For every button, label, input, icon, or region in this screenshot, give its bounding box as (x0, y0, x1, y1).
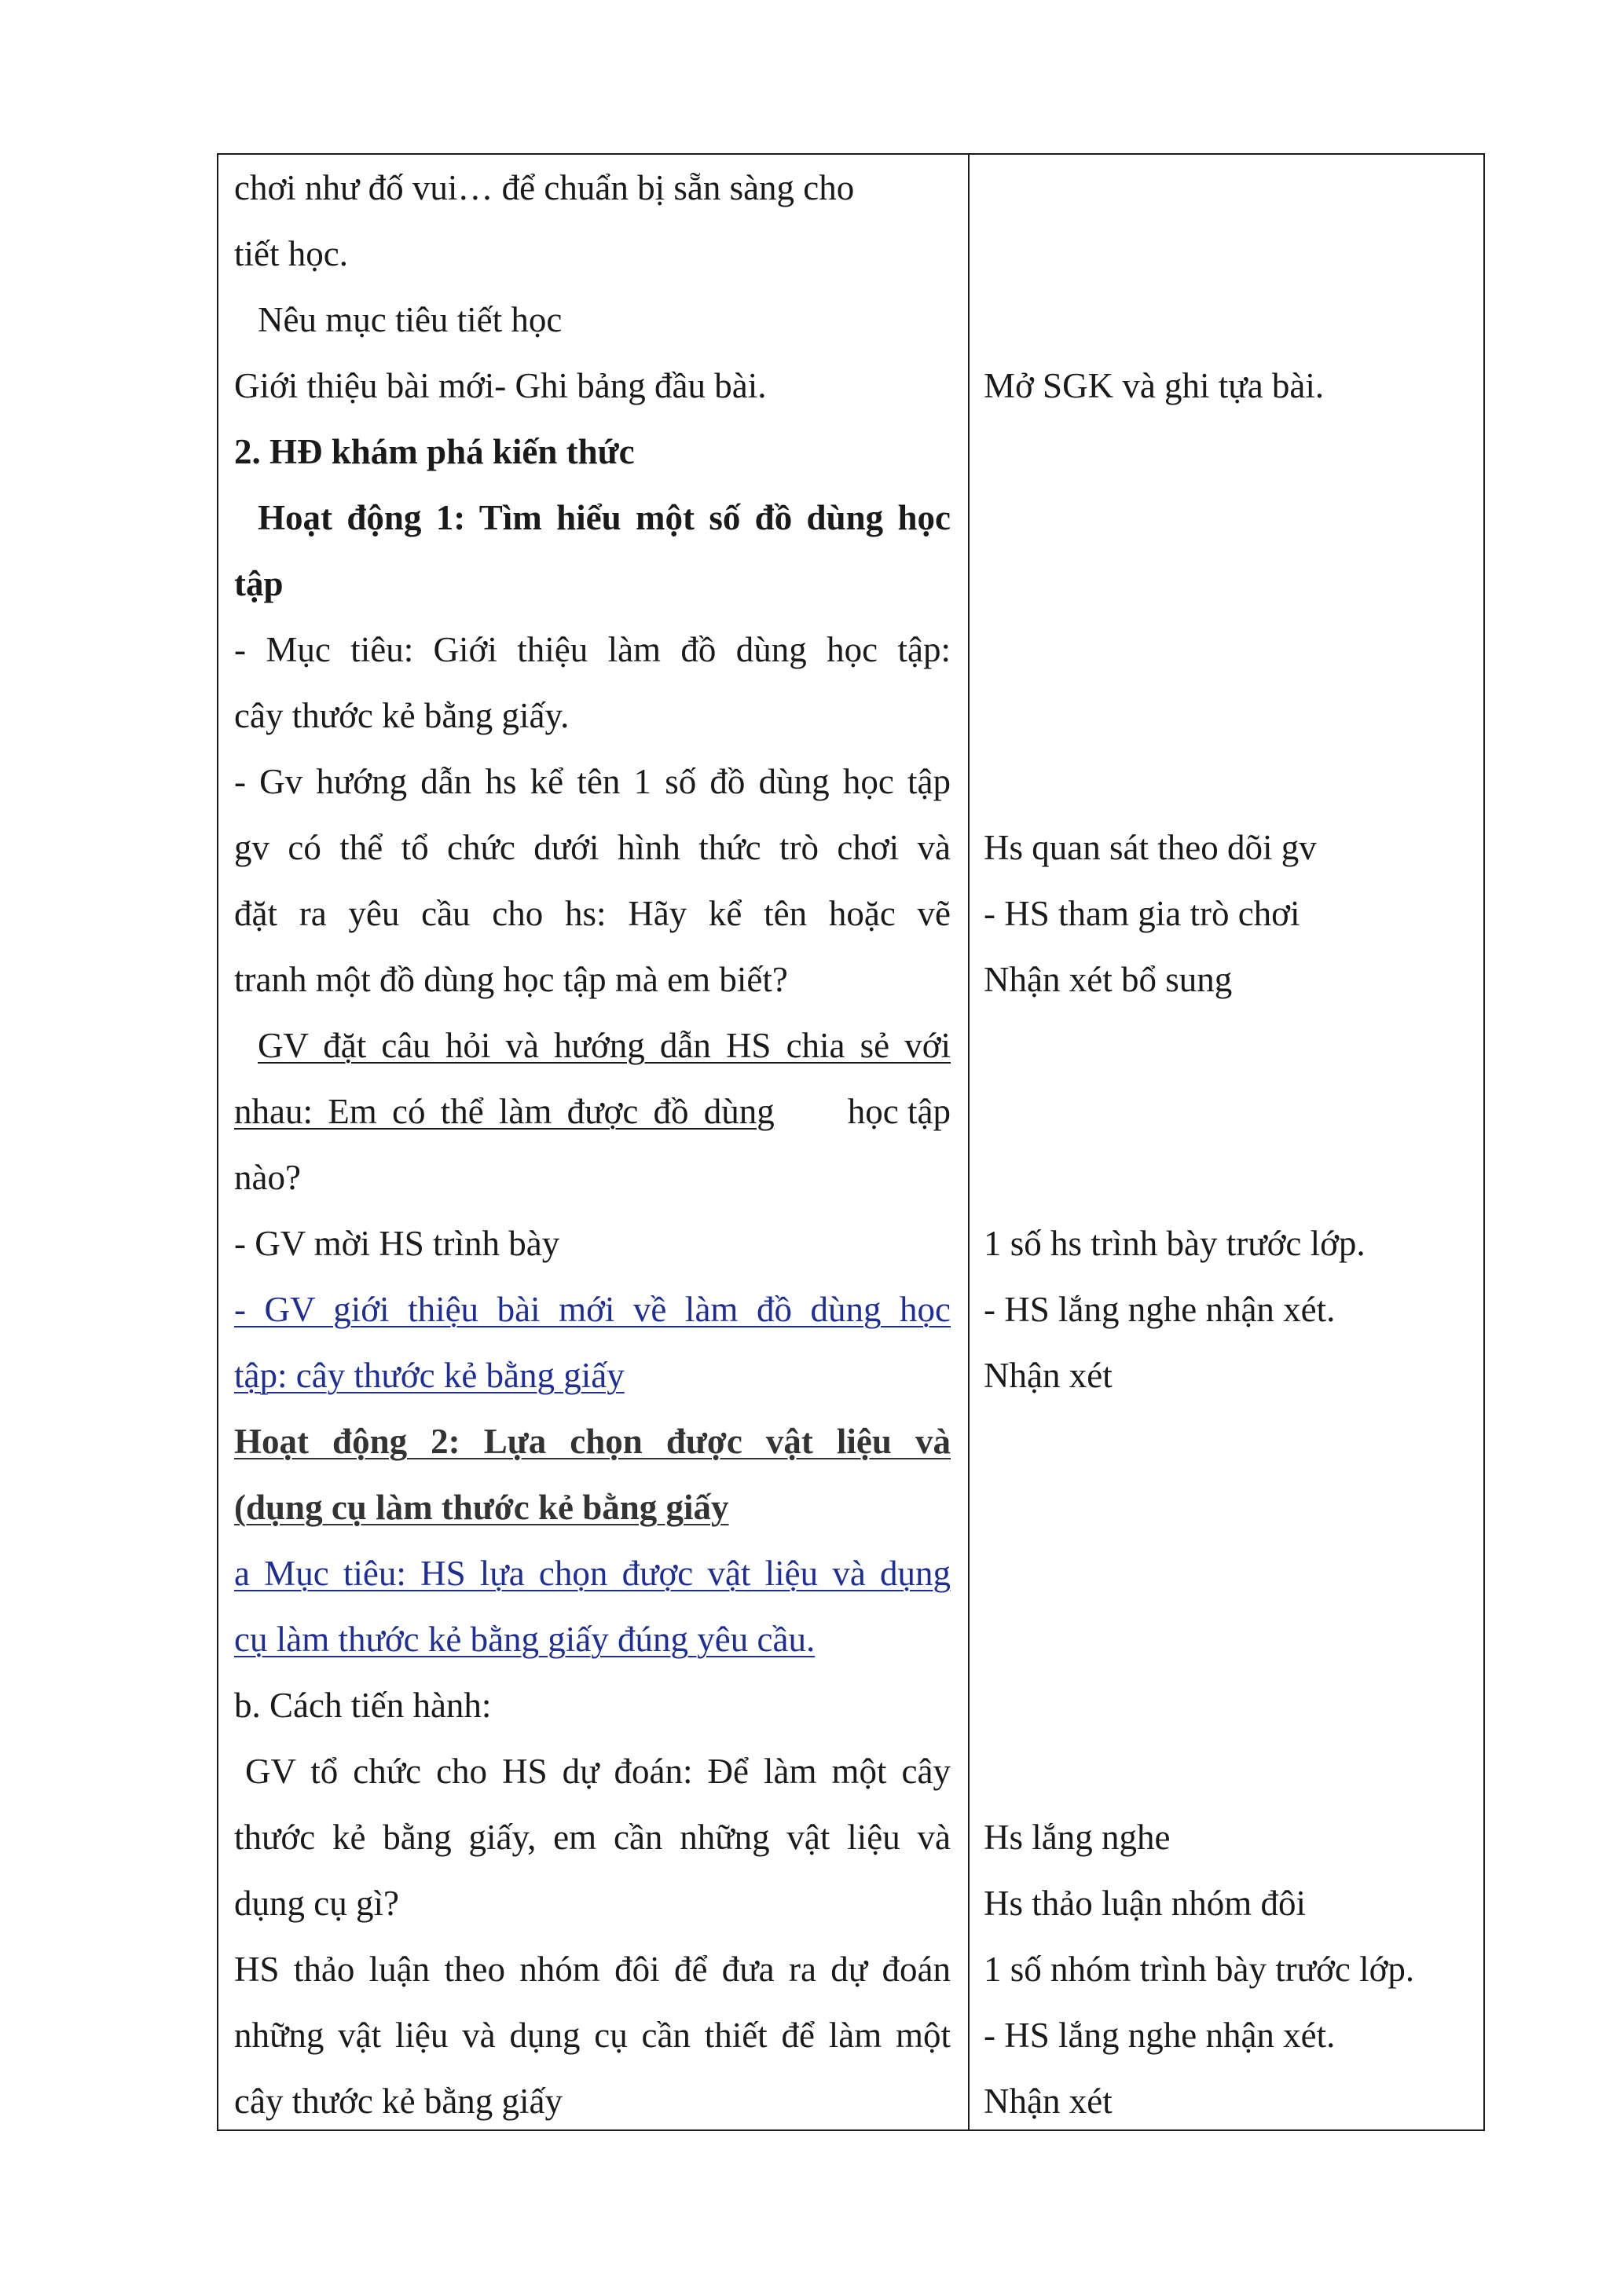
teacher-text-line: cây thước kẻ bằng giấy. (234, 696, 570, 735)
teacher-text-line: - GV mời HS trình bày (234, 1224, 560, 1263)
student-text-line: Hs thảo luận nhóm đôi (984, 1884, 1306, 1923)
teacher-text-line: cây thước kẻ bằng giấy (234, 2082, 563, 2121)
student-text-line: Nhận xét (984, 2082, 1113, 2121)
teacher-text-line: những vật liệu và dụng cụ cần thiết để làm một (234, 2016, 951, 2055)
text-segment: học tập (847, 1092, 951, 1131)
activity-heading: Hoạt động 1: Tìm hiểu một số đồ dùng học (258, 498, 951, 537)
teacher-text-line: Giới thiệu bài mới- Ghi bảng đầu bài. (234, 366, 767, 405)
teacher-text-line: nào? (234, 1158, 301, 1197)
link-text-line[interactable]: tập: cây thước kẻ bằng giấy (234, 1356, 625, 1395)
link-text-line[interactable]: - GV giới thiệu bài mới về làm đồ dùng học (234, 1290, 951, 1329)
student-text-line: 1 số nhóm trình bày trước lớp. (984, 1950, 1415, 1989)
student-text-line: - HS lắng nghe nhận xét. (984, 1290, 1336, 1329)
student-text-line: Nhận xét bổ sung (984, 960, 1233, 999)
link-text-line[interactable]: a Mục tiêu: HS lựa chọn được vật liệu và dụng (234, 1554, 951, 1593)
teacher-text-line: tranh một đồ dùng học tập mà em biết? (234, 960, 788, 999)
teacher-text-line: dụng cụ gì? (234, 1884, 399, 1923)
teacher-text-line: tiết học. (234, 234, 348, 273)
column-divider (968, 155, 970, 2129)
teacher-text-line: GV tổ chức cho HS dự đoán: Để làm một cây (245, 1752, 951, 1791)
student-text-line: Hs lắng nghe (984, 1818, 1171, 1857)
section-heading: 2. HĐ khám phá kiến thức (234, 432, 635, 471)
teacher-text-line: thước kẻ bằng giấy, em cần những vật liệu và (234, 1818, 951, 1857)
underlined-text-segment: nhau: Em có thể làm được đồ dùng (234, 1092, 775, 1131)
lesson-table (217, 153, 1485, 2131)
teacher-text-line: - Mục tiêu: Giới thiệu làm đồ dùng học tập: (234, 630, 951, 669)
teacher-text-line: HS thảo luận theo nhóm đôi để đưa ra dự đoán (234, 1950, 951, 1989)
teacher-text-line (234, 1078, 951, 1144)
teacher-text-line: - Gv hướng dẫn hs kể tên 1 số đồ dùng học tập (234, 762, 951, 801)
activity-heading: Hoạt động 2: Lựa chọn được vật liệu và (234, 1422, 951, 1461)
teacher-text-line: gv có thể tổ chức dưới hình thức trò chơi và (234, 828, 951, 867)
student-text-line: 1 số hs trình bày trước lớp. (984, 1224, 1366, 1263)
student-text-line: Nhận xét (984, 1356, 1113, 1395)
student-text-line: Mở SGK và ghi tựa bài. (984, 366, 1325, 405)
teacher-text-line: b. Cách tiến hành: (234, 1686, 492, 1725)
teacher-text-line: đặt ra yêu cầu cho hs: Hãy kể tên hoặc vẽ (234, 894, 951, 933)
student-text-line: - HS tham gia trò chơi (984, 894, 1300, 933)
activity-heading: (dụng cụ làm thước kẻ bằng giấy (234, 1488, 729, 1527)
link-text-line[interactable]: cụ làm thước kẻ bằng giấy đúng yêu cầu. (234, 1620, 816, 1659)
teacher-text-line: chơi như đố vui… để chuẩn bị sẵn sàng cho (234, 168, 855, 207)
underlined-text-line: GV đặt câu hỏi và hướng dẫn HS chia sẻ với (258, 1026, 951, 1065)
teacher-text-line: Nêu mục tiêu tiết học (258, 300, 563, 339)
student-text-line: Hs quan sát theo dõi gv (984, 828, 1317, 867)
activity-heading: tập (234, 564, 284, 603)
student-text-line: - HS lắng nghe nhận xét. (984, 2016, 1336, 2055)
